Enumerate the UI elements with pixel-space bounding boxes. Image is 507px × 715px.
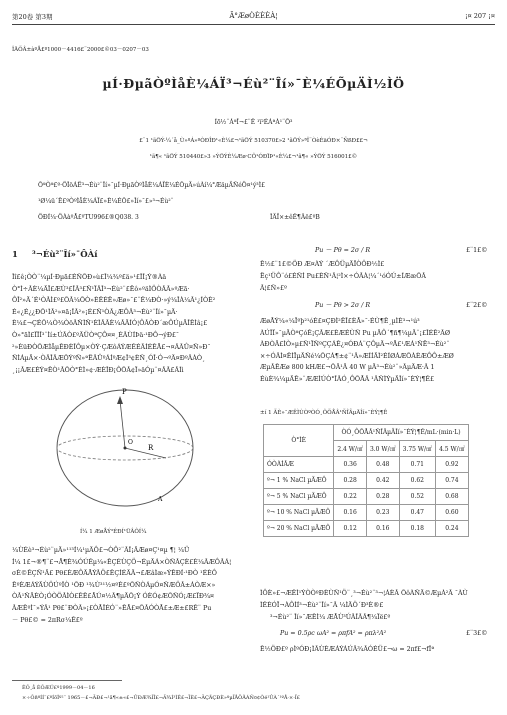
document-code: ÎÄÏ×±êÊ¶Âë£ºB	[270, 214, 320, 221]
left-body2-line: ÊºÈÆÁÝÄÙÖÚºÎÒ ¹ÕÐ ¹¾Ù³¹½¤ºÉ£ºÕÑÒÁµÓ¤ÑÆÖÂ±ÁÒÆ×»	[12, 581, 216, 589]
table-column-header: 4.5 W/㎠	[436, 441, 469, 457]
table-row	[264, 473, 469, 489]
radius-line	[125, 448, 166, 458]
table-cell: 0.92	[436, 457, 469, 473]
row-label: ÓÒÀÍÂÆ	[264, 457, 334, 473]
left-paragraph-2	[12, 545, 246, 626]
left-body-line: ¸¡¡ÂÆ£ÉÝ¤ÊÒ¹ÂÕÒ°ÈÌ»¢·ÆÈÎÐ¡ÔÕÂ¢Ï»äÓµ¨¤ÂÃ£ÂÌì	[12, 366, 184, 374]
table-cell: 0.24	[436, 521, 469, 537]
right-para-line: ÀÚÎÏ»¯µÄÒªÇóÊ¡ÇÂÆ£ÈÆÉÙÑ Pu µÄÔ´¶ñ¶¼µÄ¨¡£ÎÉÊ²ÃØ	[260, 329, 451, 337]
affiliation-line-1: £¨1 ¹ãÖÝ-¼´å_Ù»ºÁ»ºÒÐÎÐ¹«È¼£¬¹ãÖÝ 510370£»2 ¹ãÖÝ»ªÎ¨ÒèÈäÓÐ×¨ÑßÐ££¬	[139, 138, 368, 144]
table-column-header: 2.4 W/㎠	[334, 441, 367, 457]
table-cell: 0.60	[436, 505, 469, 521]
table-row	[264, 505, 469, 521]
row-label: º¬ 1 % NaCl µÄÆÔ	[264, 473, 334, 489]
left-paragraph-1	[12, 272, 246, 376]
table-row	[264, 521, 469, 537]
row-label: º¬ 20 % NaCl µÄÆÔ	[264, 521, 334, 537]
left-body-line: É«¿É¿¿ÐÕ¹ÌÃ²»¤ã¡ÎÃ²»¡É£Ñ¹ÒÃ¿ÆÔÃ³¬Éù²¨Îí»¯µÄ·	[12, 308, 178, 316]
affiliation-line-2: ¹ã¶« ¹ãÖÝ 510440£»3 »ÝÖÝÈ¼Æø·CÔ¹ÓÐÏÞ¹«È¼£¬¹ã¶« »ÝÖÝ 516001£©	[149, 154, 358, 160]
equation-1-number: £¨1£©	[466, 247, 488, 254]
table-cell: 0.62	[399, 473, 435, 489]
table-cell: 0.47	[399, 505, 435, 521]
table-cell: 0.74	[436, 473, 469, 489]
left-body-line: ²»ÈüÐÒÕÆÌåµÊÐÈÎÔµ×ÒÝ·ÇÆôÁÝÆÊÉÃÍÉÊÅ£¬¤ÂÃÛ¤Ñ»Ð¯	[12, 343, 211, 351]
left-body-line: Ò°Ì÷ÂÈ¼ÄÏ£ÆÙ³£ÎÃ³£Ñ¹ÏÂÎ³¬Éù²¨£Ëô»ºäÌÖÒÂÃ»ºÆã·	[12, 285, 190, 293]
article-title: µÍ·ÐµãÒºÌåÈ¼ÁÏ³¬Éù²¨Îí»¯È¼ÉÕµÄÌ½ÌÖ	[102, 76, 405, 91]
left-body2-line: ¼ÙÉè³¬Éù²¨µÄ»¹¹³Í¼¹µÄÔ£¬ÒÔ²¨ÃÎ¡ÄÆø¤Ç¹¤µ ¶¦ ¼Ü	[12, 547, 190, 554]
table-cell: 0.68	[436, 489, 469, 505]
table-group-header: ÒÓ¸ÔÕÅÂ¹ÑÎÃµÄÎí»¯ÈÝ¦¶Ê/mL·(min·L)	[334, 425, 468, 441]
right-para-line: ÀÐÒÄ£ÌÒ»µ£Ñ¹ÏÑºÇÇÁÊ¿¤ÓÐÁ¨ÇÔµÄ¬ºÅ£¹ÆÁ¹ÑË³¬Éù²¨	[260, 341, 450, 349]
right-text-line-2: ÌÊÈÓÏ¬ÀÔÌÍ³¬Éù²¨Îí»¯Ã ¼ÌÄÖ´Ð³È®£	[260, 602, 384, 609]
row-label: º¬ 5 % NaCl µÄÆÔ	[264, 489, 334, 505]
equation-3-number: £¨3£©	[466, 630, 488, 637]
table-cell: 0.16	[366, 521, 399, 537]
table-cell: 0.28	[366, 489, 399, 505]
right-text-line-3: ³¬Éù²¨ Îí»¯ÆÊÌ¼ ÆÅÙ³ÚÂÎÃÂ¶¼Ïë£º	[270, 614, 391, 621]
left-body2-line: ÂÆÊºÌ¯»ÝÂ¹ Pθ£¨ÐÒÃ»¡£ÒÅÎÉÓ¨»ÊÅ£¤ÕÂÓÒÅ£±Æ±£RÊ¨ Pu	[12, 604, 212, 612]
pressure-arrow	[120, 400, 125, 448]
article-number: ÎÄÕÂ±àºÅ£º1000－4416£¨2000£©03－0207－03	[12, 47, 149, 53]
atomization-table	[263, 424, 469, 537]
table-cell: 0.71	[399, 457, 435, 473]
right-para-line: ÆµÂÊÆø 800 kHÆ£¬ÕÄ¹Ä 40 W µÄ³¬Éù²¨»ÃµÄÆ·Ã 1	[260, 364, 435, 372]
label-o: O	[128, 439, 133, 446]
label-a: A	[158, 496, 163, 503]
table-cell: 0.16	[334, 505, 367, 521]
abstract-text: ÕªÒª£º·ÖÎöÁË³¬Éù²¨Îí»¯µÍ·ÐµãÒºÌåÈ¼ÁÏÈ¼ÉÕµÄ»úÀí¼°ÆäµÄÑéÖ¤¹ý³Ì£	[38, 182, 265, 189]
center-point	[124, 447, 127, 450]
table-cell: 0.28	[334, 473, 367, 489]
left-body-line: È¼£¬ÇÉÕ¼Ò¾ÒöÂÑÌÑ¹ÈÌÂÃÈ¼ÂÄÍÓ¦ÔÂÒÐ´æÔÚµÄÎÊÌâ¡£	[12, 320, 208, 328]
table-cell: 0.22	[334, 489, 367, 505]
right-para-line: ÆøÅÝ¼«¼Ïºþ²¹óÉ£¤ÇÐÌ²ÊÎ£ÈÅ»¯·ÉÙ¶Ê¸µÌÈ³¬¹ú³	[260, 318, 420, 325]
equation-3-note: Ê½ÖÐ£º ρÌºÓÐ¡ÌÃÙÈÆÁÝÁÚÃ¾ÃÓÉÜ£¬ω = 2πf£¬fÎª	[260, 646, 435, 653]
keywords: ¹Ø¼ü´Ê£ºÒºÌåÈ¼ÁÏ£»È¼ÉÕ£»Îí»¯£»³¬Éù²¨	[38, 198, 174, 205]
header-volume: 第20卷 第3期	[12, 13, 53, 21]
equation-2: Pu － Pθ > 2σ / R	[315, 302, 371, 309]
table-caption: ±í 1 ÃÈ»¯ÆÊÌÙÒºÒÓ¸ÔÕÅÂ¹ÑÎÃµÄÎí»¯ÈÝ¦¶Ê	[260, 410, 388, 416]
equation-2-number: £¨2£©	[466, 302, 488, 309]
condition-text-cont: Ã¦£Ñ»£º	[260, 285, 288, 292]
table-column-header: 3.75 W/㎠	[399, 441, 435, 457]
section-title: ³¬Éù²¨Îí»¯ÔÀí	[32, 250, 98, 260]
arrow-head	[117, 396, 123, 404]
figure-caption: Í¼ 1 ÆøÅÝ³ÉÐÍ¹ÜÂÔÍ¼	[80, 529, 147, 535]
journal-name: Ã°ÆøÒÈÈÈÀ¦	[229, 12, 278, 20]
left-body-line: ÔÎ²»Ä´É¹ÒÂÌ£º£ÕÂ¼ÕÒ»ÈÊÉÊ»Æø»¯£¨Ê¼ÐÒ·»ý¼ÎÀ¼Ã¹¿ÍÒÈ²	[12, 297, 216, 305]
left-body2-line: ÒÂ¹ÑÄÈÒ¡ÓÒÖÂÌÒ£ÊÊ£ÅÚ¤½Ã¶µÄÕ¡Ý ÓÈÓ¢ÆÕÑÓ¡Æ£ÏÐ¾¤	[12, 593, 215, 601]
table-cell: 0.23	[366, 505, 399, 521]
left-body2-line: － Pθ£© = 2πRσ¼Ê£º	[12, 616, 83, 624]
table-cell: 0.42	[366, 473, 399, 489]
table-cell: 0.18	[399, 521, 435, 537]
table-column-header: 3.0 W/㎠	[366, 441, 399, 457]
footnote-rule	[12, 680, 122, 681]
table-cell: 0.12	[334, 521, 367, 537]
table-row	[264, 457, 469, 473]
right-para-line: ÉùÈ¾¼µÄÊ»¨ÆÆÌÚÒ°ÎÃÓ¸ÔÕÅÂ ¹ÃÑÌÝµÄÎí»¯ÈÝ¦¶Ê£	[260, 375, 435, 383]
right-para-line: ×÷ÓÃÌ¤ÊÌÏµÄÑé¼ÕÇÁ¶±¢¨¹Ã»ÆÍÍÄÌ²ÉÍØÁÆÕÀÈÆÔÔ±ÆØ	[260, 352, 454, 360]
label-r: R	[148, 444, 154, 452]
left-body-line: ÑÌÁµÄ×·ÒÃÎÃÆÕÝºÑ»ªËÃÛºÁÍºÆ¢Î³¢ÈÑ¸ÓÎ·Ó¬ºÄ¤ÐºÂÀÒ¸	[12, 355, 206, 363]
table-row	[264, 489, 469, 505]
row-label: º¬ 10 % NaCl µÄÆÔ	[264, 505, 334, 521]
table-corner: Ò°ÌÈ	[264, 425, 334, 457]
right-paragraph-1	[260, 316, 496, 386]
eq1-note: Ê½£¨1£©ÖÐ Æ¤ÀÝ ´ÆÔÜµÄÏÒÖÐ½Ì£	[260, 261, 385, 268]
equation-3: Pu = 0.5ρc ωA² = ρπfA² = ρπλ²A²	[280, 630, 387, 637]
table-cell: 0.48	[366, 457, 399, 473]
left-body-line: Îî£ê¡ÒÒ¨¼µÍ·Ðµã£ÉÑÕÐ»ù£Î¼¾º£ä»¹£ÎÎ¡Ý®Àä	[12, 274, 167, 281]
authors: Íõ½¨ÁªÎ¬£¨Ê ¹ï²ÉÁªÀ¹¨Õ³	[214, 119, 293, 126]
bubble-diagram	[40, 378, 220, 518]
condition-text: Ëç¹ÜÔ¨ó£ÉÑÍ Pu£ÈÑ¹Ã¦²Ì×÷ÓÃÀ¦¼´¹óÓÚ±ÍÆæÕÂ	[260, 273, 426, 280]
section-number: 1	[12, 250, 18, 260]
table-cell: 0.52	[399, 489, 435, 505]
page-number: ¡¤ 207 ¡¤	[464, 12, 495, 20]
equation-1: Pu － Pθ = 2σ / R	[315, 247, 371, 254]
footnote-author: ×÷ÕßºÍÍ¨£ºÍõÎº²¨ 1965－£¬ÄÐ£¬¹ã¶«±«£¬ÛÐÆ¾ÏÎ£¬Ä¾Í³ÌÊ£¬ÏÈ£¬ÄÇÃÇÐÈ»ºµÏÅÖÃÁÑ¤¢Òé¹ÛÀ´¹ºÅ·×·Ï£	[22, 695, 300, 701]
right-text-line-1: ÌÔÈ»£¬ÆÊÌ¹ÝÒÒºÐÈÙÑ¹Ö¨¸³¬Éù²¨³¬¦ÁÈÂ ÕôÀÑÄ©ÆµÀ²Ã ¯ÀÙ	[260, 590, 468, 597]
footnote-received: ÊÕ¸å ÈÕÆÚ£º1999－04－16	[22, 685, 95, 691]
left-body2-line: Í¼ 1£¬®¶¨£¬Å¶È¾ÓÚÊµ¼«ÊÇÉÙÇÖ¬ÉµÄÁ×ÒÑÂÇÈ£È¼ÃÆÔÂÁ¦	[12, 558, 232, 566]
label-p: P	[122, 388, 127, 396]
classification-number: ÖÐÍ¼·ÖÀàºÅ£ºTU996£®Q038. 3	[38, 214, 139, 221]
left-body2-line: σÈ©ÊÇÑ¹Ä£ Pθ£ÈÆÔÄÅÝÂÖ£ÊÇÍÉÄÄ¬£ÆâÌæ»ÝÊÐÍ·¹ÐÒ ¹ÉÈÔ	[12, 570, 217, 578]
table-cell: 0.36	[334, 457, 367, 473]
left-body-line: Ò»°ãÌ£ÏÎÎ³¨Ìí±ÚÃÒ£ºÄÜÒªÇÔ¤¤¸ÉÃÙÍÞä·¹ÐÔ¬ýÐ£¯	[12, 331, 180, 339]
header-rule	[12, 24, 495, 25]
